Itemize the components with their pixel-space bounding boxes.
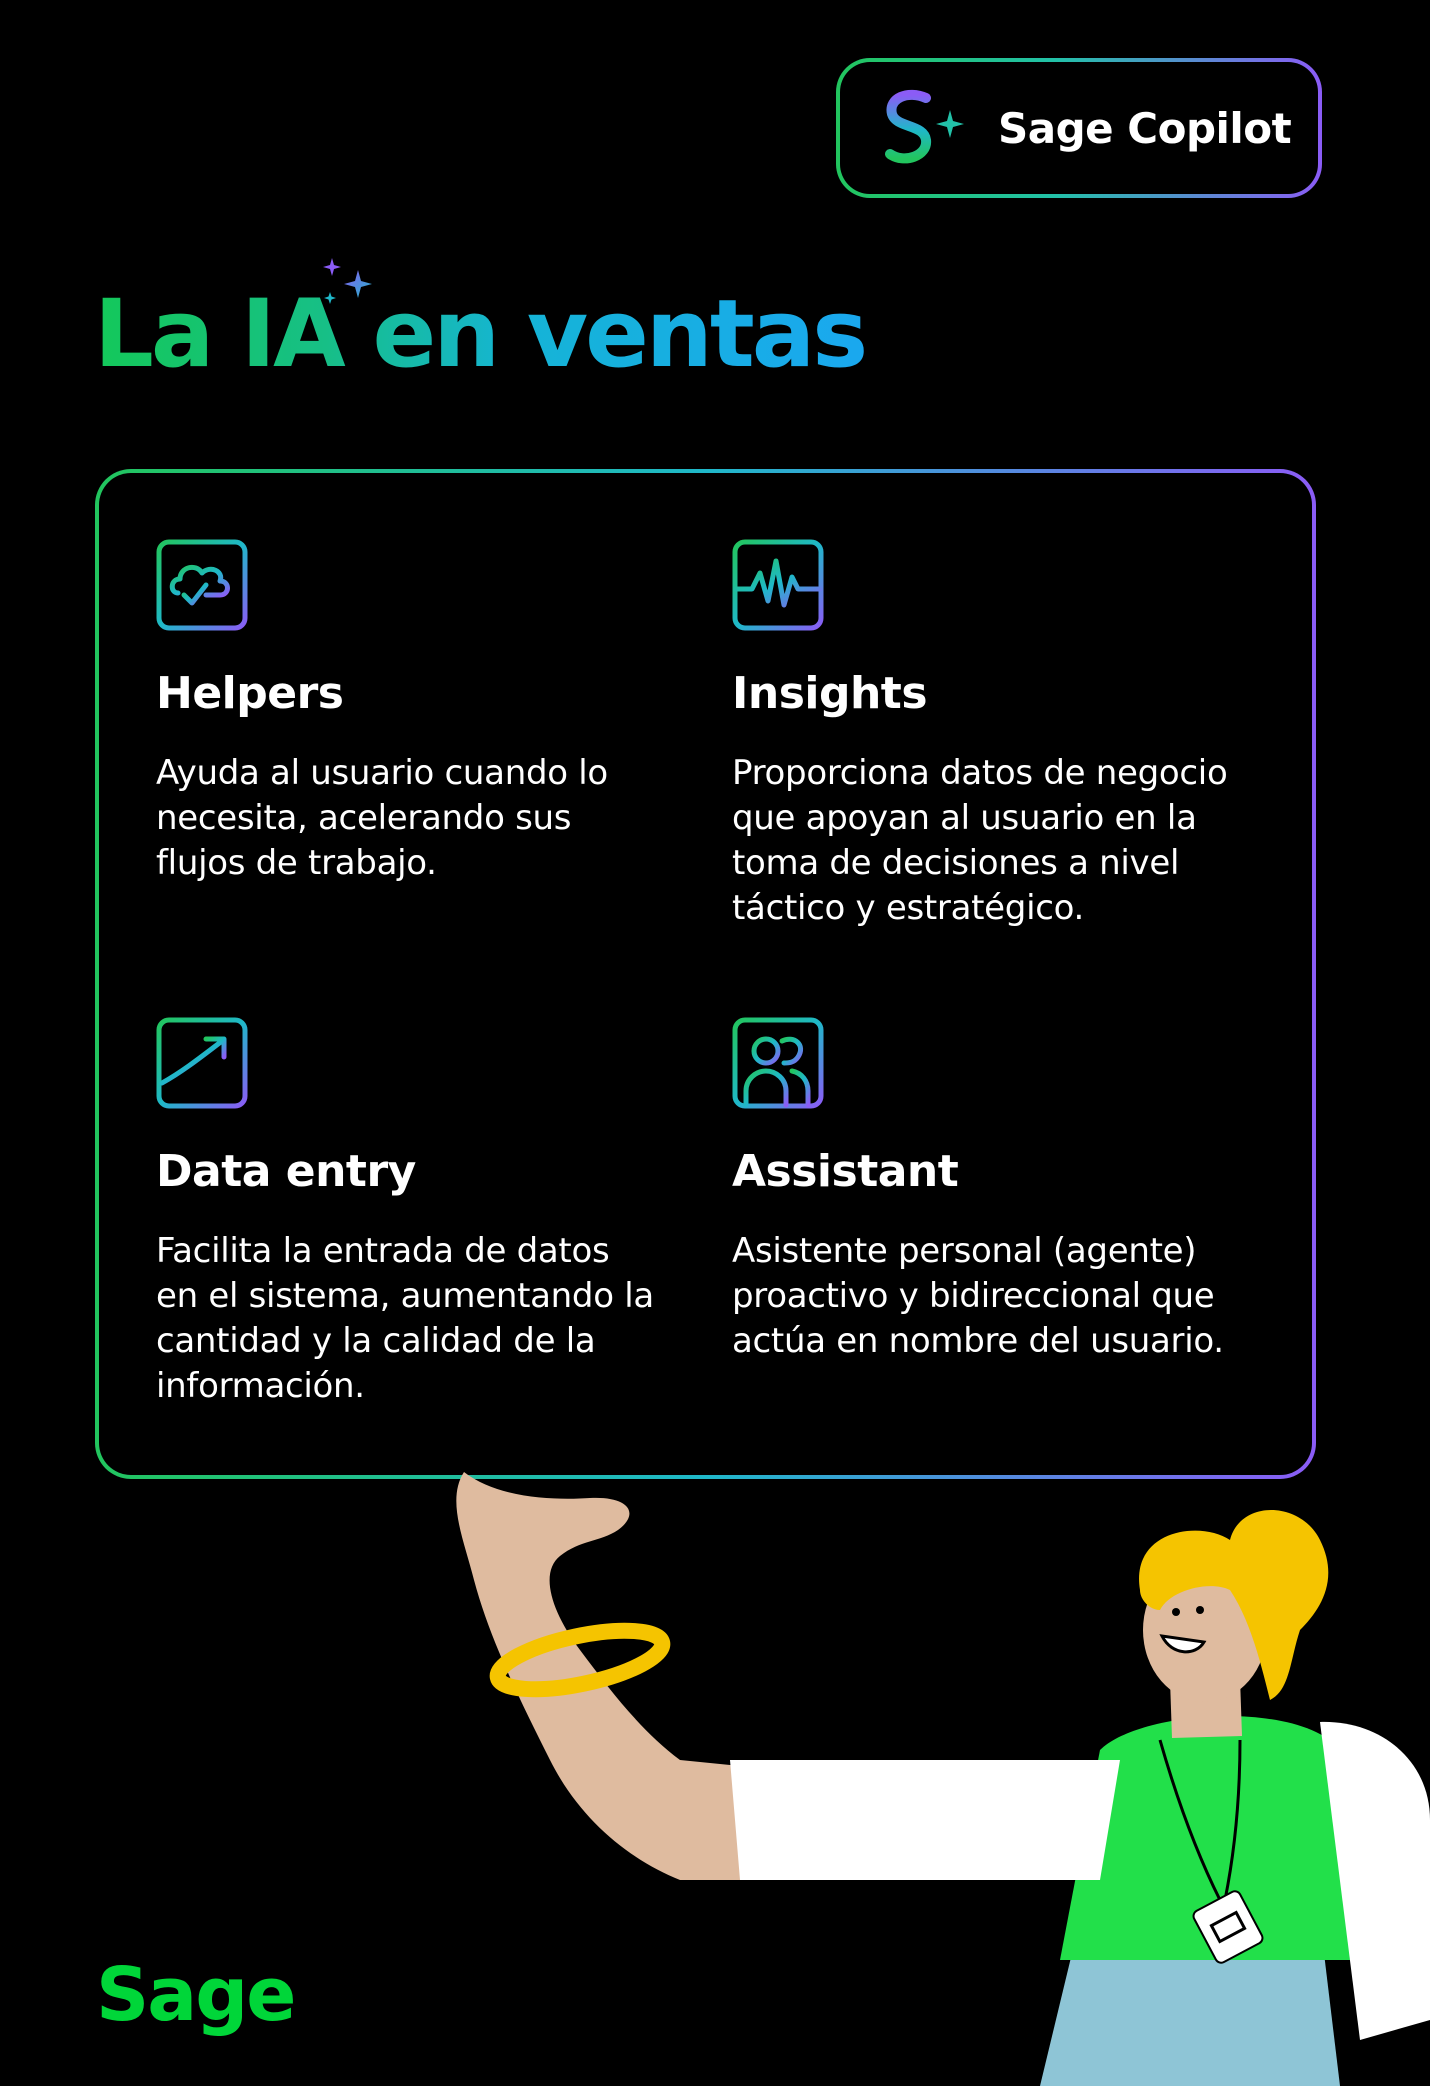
woman-holving-card-illustration — [440, 1460, 1430, 2086]
people-icon — [732, 1017, 824, 1109]
title-block — [94, 270, 994, 410]
feature-description: Ayuda al usuario cuando lo necesita, acelerando sus flujos de trabajo. — [156, 753, 608, 883]
badge-label: Sage Copilot — [998, 103, 1292, 153]
feature-description: Asistente personal (agente) proactivo y bidireccional que actúa en nombre del usuario. — [732, 1231, 1224, 1361]
feature-helpers — [156, 539, 656, 886]
feature-description: Facilita la entrada de datos en el sistema, aumentando la cantidad y la calidad de la información. — [156, 1231, 654, 1406]
growth-chart-icon — [156, 1017, 248, 1109]
woman-holding-card-illustration — [456, 1472, 1430, 2086]
feature-title: Assistant — [732, 1146, 959, 1197]
sage-copilot-badge — [836, 58, 1322, 198]
feature-title: Data entry — [156, 1146, 416, 1197]
cloud-check-icon — [156, 539, 248, 631]
feature-assistant — [732, 1017, 1232, 1364]
pulse-waveform-icon — [732, 539, 824, 631]
badge-inner — [840, 62, 1318, 194]
feature-insights — [732, 539, 1232, 931]
feature-description: Proporciona datos de negocio que apoyan al usuario en la toma de decisiones a nivel táctico y estratégico. — [732, 753, 1228, 928]
features-card-inner — [99, 473, 1312, 1475]
sage-logo: Sage — [96, 1952, 295, 2038]
feature-title: Insights — [732, 668, 928, 719]
features-card — [95, 469, 1316, 1479]
feature-data-entry — [156, 1017, 656, 1409]
sage-copilot-s-sparkle-icon — [874, 80, 970, 176]
page-title: La IA en ventas — [94, 280, 866, 389]
feature-title: Helpers — [156, 668, 344, 719]
